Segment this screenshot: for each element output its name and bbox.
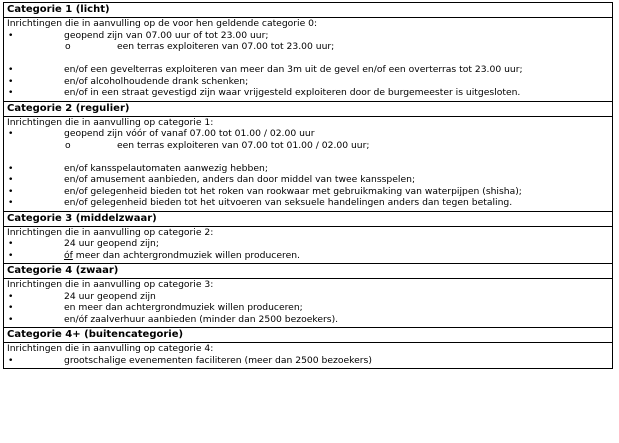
emphasis-text: óf [64, 249, 73, 261]
category-body [4, 117, 612, 211]
bullet-icon: • [8, 29, 14, 41]
category-body [4, 343, 612, 368]
list-item [7, 238, 612, 250]
bullet-icon: • [8, 238, 14, 249]
list-item-text: en/of gelegenheid bieden tot het uitvoeren van seksuele handelingen anders dan tegen betaling. [64, 197, 513, 208]
category-body [4, 279, 612, 327]
list-item-text: en meer dan achtergrondmuziek willen produceren; [64, 302, 303, 313]
list-item-text: geopend zijn van 07.00 uur of tot 23.00 uur; [64, 29, 269, 41]
list-item-text: en/of kansspelautomaten aanwezig hebben; [64, 162, 268, 174]
list-item [7, 128, 612, 140]
bullet-icon: • [8, 87, 14, 98]
category-title: Categorie 4 (zwaar) [4, 264, 612, 279]
category-intro: Inrichtingen die in aanvulling op categorie 3: [7, 279, 214, 290]
bullet-icon: • [8, 162, 14, 174]
bullet-icon: • [8, 249, 14, 261]
bullet-icon: • [8, 185, 14, 197]
list-item-text: en/of in een straat gevestigd zijn waar vrijgesteld exploiteren door de burgemeester is uitgesloten. [64, 87, 521, 98]
category-title: Categorie 2 (regulier) [4, 102, 612, 117]
list-item [7, 355, 612, 367]
category-title: Categorie 1 (licht) [4, 3, 612, 18]
bullet-icon: • [8, 75, 14, 87]
spacer [7, 151, 612, 163]
list-item-text: 24 uur geopend zijn [64, 290, 156, 302]
list-item [7, 174, 612, 186]
list-item [7, 197, 612, 209]
bullet-icon: • [8, 302, 14, 313]
list-item-text: een terras exploiteren van 07.00 tot 23.00 uur; [117, 41, 335, 52]
sub-list-item [7, 41, 612, 53]
list-item [7, 250, 612, 262]
list-item [7, 314, 612, 326]
category-section [3, 327, 613, 369]
category-intro: Inrichtingen die in aanvulling op categorie 2: [7, 226, 214, 238]
list-item [7, 302, 612, 314]
bullet-icon: • [8, 174, 14, 185]
category-intro: Inrichtingen die in aanvulling op categorie 4: [7, 343, 214, 354]
list-item-text: geopend zijn vóór of vanaf 07.00 tot 01.00 / 02.00 uur [64, 128, 315, 139]
category-section [3, 263, 613, 327]
bullet-icon: • [8, 128, 14, 139]
list-item-text: een terras exploiteren van 07.00 tot 01.00 / 02.00 uur; [117, 139, 370, 151]
circle-bullet-icon: o [65, 139, 71, 151]
list-item-rest: meer dan achtergrondmuziek willen produceren. [72, 249, 300, 261]
list-item-text: en/of gelegenheid bieden tot het roken van rookwaar met gebruikmaking van waterpijpen (shisha); [64, 185, 522, 197]
sub-list-item [7, 140, 612, 152]
bullet-icon: • [8, 290, 14, 302]
bullet-icon: • [8, 313, 14, 325]
list-item-text: en/of amusement aanbieden, anders dan door middel van twee kansspelen; [64, 174, 416, 185]
bullet-icon: • [8, 354, 14, 366]
list-item-text: grootschalige evenementen faciliteren (meer dan 2500 bezoekers) [64, 354, 372, 366]
bullet-icon: • [8, 197, 14, 208]
category-title: Categorie 4+ (buitencategorie) [4, 328, 612, 343]
category-body [4, 227, 612, 264]
category-intro: Inrichtingen die in aanvulling op categorie 1: [7, 116, 214, 128]
category-section [3, 2, 613, 101]
list-item [7, 30, 612, 42]
category-table [3, 2, 613, 369]
list-item [7, 87, 612, 99]
list-item-text: 24 uur geopend zijn; [64, 238, 159, 249]
list-item [7, 163, 612, 175]
list-item [7, 76, 612, 88]
category-section [3, 101, 613, 211]
category-section [3, 211, 613, 264]
list-item [7, 64, 612, 76]
list-item [7, 291, 612, 303]
list-item-text: en/of een gevelterras exploiteren van meer dan 3m uit de gevel en/of een overterras tot 23.00 uur; [64, 64, 523, 75]
circle-bullet-icon: o [65, 41, 71, 52]
bullet-icon: • [8, 64, 14, 75]
spacer [7, 53, 612, 65]
list-item-text: en/of alcoholhoudende drank schenken; [64, 75, 249, 87]
category-intro: Inrichtingen die in aanvulling op de voor hen geldende categorie 0: [7, 18, 318, 29]
list-item [7, 186, 612, 198]
category-title: Categorie 3 (middelzwaar) [4, 212, 612, 227]
list-item-text: en/óf zaalverhuur aanbieden (minder dan 2500 bezoekers). [64, 313, 339, 325]
list-item-text [64, 250, 300, 262]
category-body [4, 18, 612, 101]
